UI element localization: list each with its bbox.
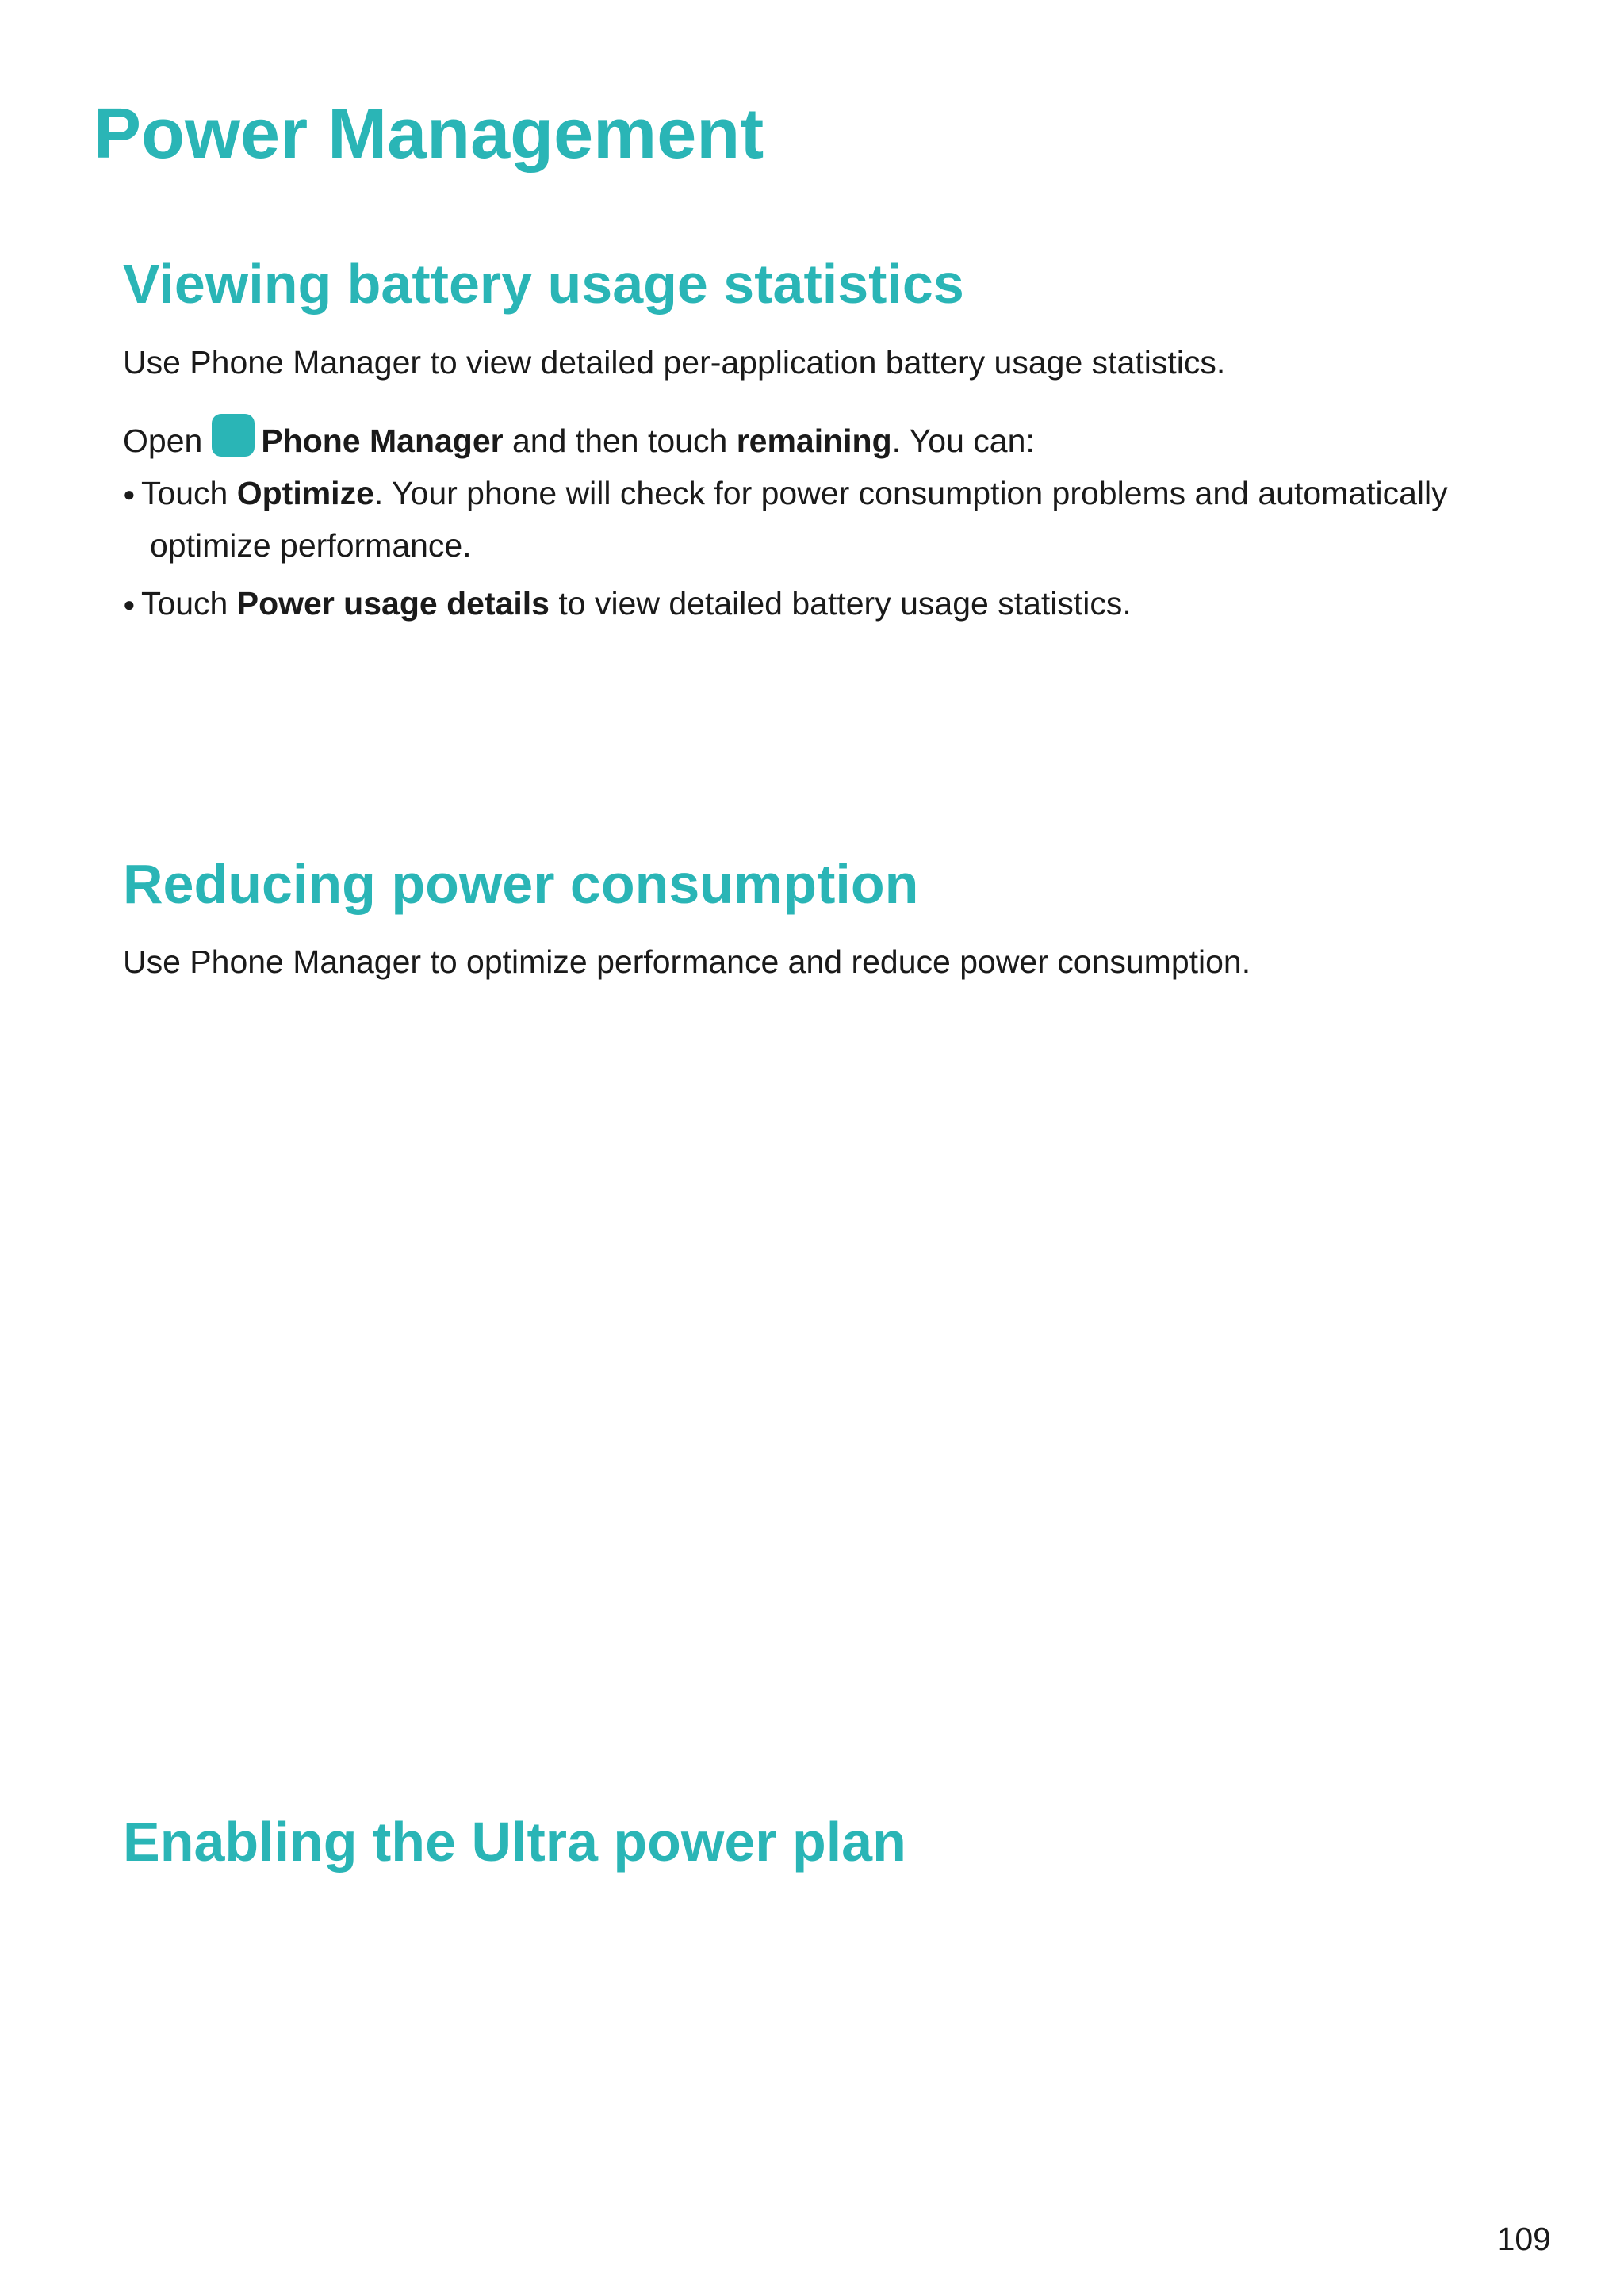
list-item: ● Touch Optimize. Your phone will check for power consumption problems and automatically optimize performance. bbox=[123, 468, 1519, 572]
section-title-reducing: Reducing power consumption bbox=[123, 853, 919, 915]
options-list bbox=[123, 468, 1519, 637]
section-intro: Use Phone Manager to view detailed per-application battery usage statistics. bbox=[123, 344, 1226, 381]
open-instruction: Open Phone Manager and then touch remaining. You can: bbox=[123, 414, 1035, 467]
section-intro: Use Phone Manager to optimize performance and reduce power consumption. bbox=[123, 943, 1251, 980]
section-title-viewing: Viewing battery usage statistics bbox=[123, 253, 964, 315]
list-item: ● Touch Power usage details to view detailed battery usage statistics. bbox=[123, 578, 1519, 630]
page-title: Power Management bbox=[94, 94, 764, 174]
phone-manager-icon bbox=[212, 414, 255, 457]
section-title-ultra: Enabling the Ultra power plan bbox=[123, 1811, 906, 1873]
page-number: 109 bbox=[1496, 2221, 1551, 2257]
